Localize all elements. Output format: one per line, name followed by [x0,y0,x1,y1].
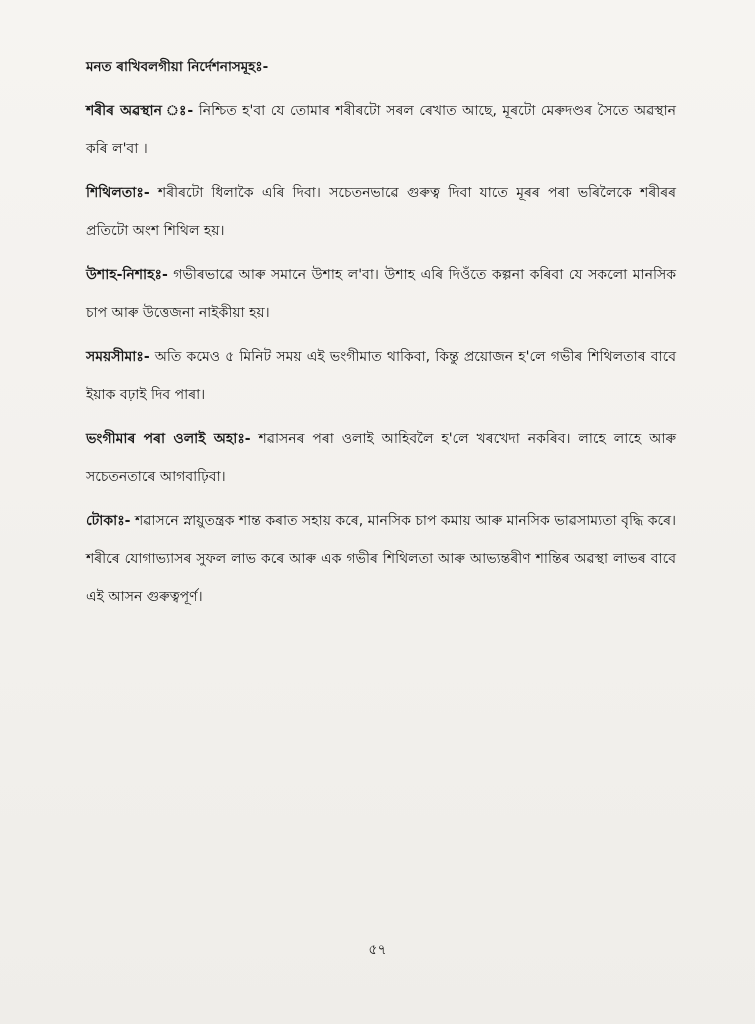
instruction-exit-pose [86,420,676,496]
section-heading: মনত ৰাখিবলগীয়া নিৰ্দেশনাসমূহঃ- [86,59,269,75]
instruction-duration [86,338,676,414]
page-number: ৫৭ [368,942,387,958]
instruction-term: শৰীৰ অৱস্থান ঃ- [86,103,194,119]
page-content [86,48,676,622]
instruction-term: উশাহ-নিশাহঃ- [86,267,168,283]
instruction-term: শিথিলতাঃ- [86,185,150,201]
instruction-text: শৱাসনৰ পৰা ওলাই আহিবলৈ হ'লে খৰখেদা নকৰিব। লাহে লাহে আৰু সচেতনতাৰে আগবাঢ়িবা। [86,431,676,485]
instruction-body-position [86,92,676,168]
instruction-term: ভংগীমাৰ পৰা ওলাই অহাঃ- [86,431,251,447]
instruction-text: শৱাসনে স্নায়ুতন্ত্ৰক শান্ত কৰাত সহায় কৰে, মানসিক চাপ কমায় আৰু মানসিক ভাৱসাম্যতা বৃদ্ধি কৰে। শৰীৰে যোগাভ্যাসৰ সুফল লাভ কৰে আৰু এক গভীৰ শিথিলতা আৰু আভ্যন্তৰীণ শান্তিৰ অৱস্থা লাভৰ বাবে এই আসন গুৰুত্বপূৰ্ণ। [86,513,676,605]
instruction-text: নিশ্চিত হ'বা যে তোমাৰ শৰীৰটো সৰল ৰেখাত আছে, মূৰটো মেৰুদণ্ডৰ সৈতে অৱস্থান কৰি ল'বা । [86,103,676,157]
instruction-term: টোকাঃ- [86,513,131,529]
instruction-relaxation [86,174,676,250]
instruction-text: গভীৰভাৱে আৰু সমানে উশাহ ল'বা। উশাহ এৰি দিওঁতে কল্পনা কৰিবা যে সকলো মানসিক চাপ আৰু উত্তেজনা নাইকীয়া হয়। [86,267,676,321]
instruction-note [86,502,676,616]
instruction-breathing [86,256,676,332]
instruction-text: অতি কমেও ৫ মিনিট সময় এই ভংগীমাত থাকিবা, কিন্তু প্ৰয়োজন হ'লে গভীৰ শিথিলতাৰ বাবে ইয়াক বঢ়াই দিব পাৰা। [86,349,676,403]
instruction-term: সময়সীমাঃ- [86,349,150,365]
instruction-text: শৰীৰটো ধিলাকৈ এৰি দিবা। সচেতনভাৱে গুৰুত্ব দিবা যাতে মূৰৰ পৰা ভৰিলৈকে শৰীৰৰ প্ৰতিটো অংশ শিথিল হয়। [86,185,676,239]
